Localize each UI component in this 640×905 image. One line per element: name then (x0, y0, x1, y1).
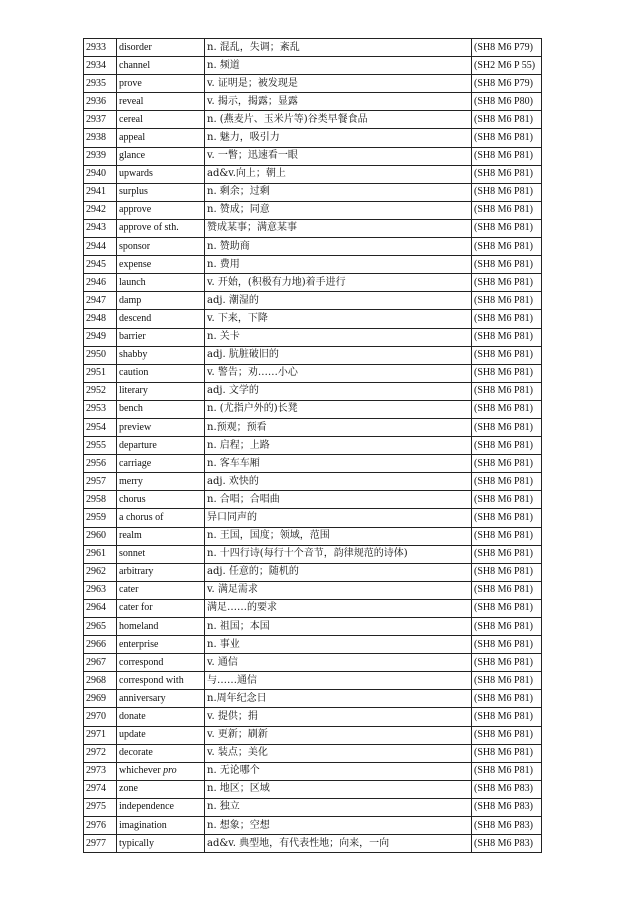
entry-number: 2967 (84, 654, 117, 672)
entry-word: shabby (119, 349, 148, 361)
entry-source: (SH8 M6 P81) (472, 111, 542, 129)
table-row (84, 798, 542, 816)
entry-number: 2972 (84, 744, 117, 762)
entry-source: (SH8 M6 P83) (472, 817, 542, 835)
entry-source: (SH8 M6 P81) (472, 274, 542, 292)
entry-definition: v. 满足需求 (205, 581, 472, 599)
entry-number: 2960 (84, 527, 117, 545)
entry-definition: 异口同声的 (205, 509, 472, 527)
entry-word-cell (117, 618, 205, 636)
entry-word: approve (119, 204, 152, 216)
entry-word: barrier (119, 331, 146, 343)
table-row (84, 183, 542, 201)
entry-word-cell (117, 473, 205, 491)
entry-word-cell (117, 527, 205, 545)
entry-word-cell (117, 364, 205, 382)
entry-word-cell (117, 509, 205, 527)
entry-source: (SH8 M6 P81) (472, 328, 542, 346)
entry-definition: v. 下来，下降 (205, 310, 472, 328)
entry-definition: ad&v. 典型地，有代表性地；向来，一向 (205, 835, 472, 853)
table-row (84, 328, 542, 346)
entry-number: 2963 (84, 581, 117, 599)
entry-word: approve of sth. (119, 222, 179, 234)
entry-definition: ad&v.向上；朝上 (205, 165, 472, 183)
entry-number: 2969 (84, 690, 117, 708)
entry-definition: adj. 肮脏破旧的 (205, 346, 472, 364)
entry-source: (SH8 M6 P81) (472, 292, 542, 310)
entry-word-cell (117, 111, 205, 129)
entry-number: 2957 (84, 473, 117, 491)
entry-word-cell (117, 744, 205, 762)
entry-source: (SH8 M6 P81) (472, 762, 542, 780)
entry-definition: n. 无论哪个 (205, 762, 472, 780)
entry-number: 2937 (84, 111, 117, 129)
entry-definition: 与……通信 (205, 672, 472, 690)
entry-number: 2952 (84, 382, 117, 400)
table-row (84, 292, 542, 310)
entry-source: (SH8 M6 P81) (472, 527, 542, 545)
entry-source: (SH8 M6 P81) (472, 183, 542, 201)
table-row (84, 57, 542, 75)
entry-definition: n.预观；预看 (205, 418, 472, 436)
table-row (84, 527, 542, 545)
entry-word: prove (119, 77, 142, 89)
entry-word-cell (117, 165, 205, 183)
entry-word-cell (117, 654, 205, 672)
table-row (84, 690, 542, 708)
entry-source: (SH2 M6 P 55) (472, 57, 542, 75)
entry-source: (SH8 M6 P81) (472, 147, 542, 165)
entry-definition: n. 混乱，失调；紊乱 (205, 39, 472, 57)
entry-number: 2944 (84, 238, 117, 256)
entry-word: correspond (119, 656, 164, 668)
entry-source: (SH8 M6 P81) (472, 364, 542, 382)
entry-definition: n. 祖国；本国 (205, 618, 472, 636)
entry-word-cell (117, 762, 205, 780)
entry-number: 2935 (84, 75, 117, 93)
entry-word: realm (119, 530, 142, 542)
table-row (84, 310, 542, 328)
entry-word: correspond with (119, 674, 184, 686)
entry-number: 2968 (84, 672, 117, 690)
table-row (84, 835, 542, 853)
entry-number: 2975 (84, 798, 117, 816)
entry-definition: n. 剩余；过剩 (205, 183, 472, 201)
table-row (84, 545, 542, 563)
entry-number: 2965 (84, 618, 117, 636)
entry-definition: adj. 任意的；随机的 (205, 563, 472, 581)
entry-source: (SH8 M6 P81) (472, 636, 542, 654)
entry-word-cell (117, 545, 205, 563)
table-row (84, 400, 542, 418)
vocabulary-table (83, 38, 542, 853)
entry-source: (SH8 M6 P81) (472, 563, 542, 581)
entry-definition: n. 地区；区域 (205, 780, 472, 798)
entry-word: literary (119, 385, 148, 397)
entry-definition: n. 关卡 (205, 328, 472, 346)
entry-word: appeal (119, 132, 146, 144)
table-row (84, 473, 542, 491)
entry-word-cell (117, 672, 205, 690)
entry-definition: v. 装点；美化 (205, 744, 472, 762)
entry-word: zone (119, 783, 138, 795)
entry-number: 2964 (84, 599, 117, 617)
entry-source: (SH8 M6 P81) (472, 165, 542, 183)
entry-number: 2977 (84, 835, 117, 853)
entry-definition: n. 事业 (205, 636, 472, 654)
entry-definition: v. 一瞥；迅速看一眼 (205, 147, 472, 165)
entry-number: 2941 (84, 183, 117, 201)
entry-number: 2954 (84, 418, 117, 436)
table-row (84, 726, 542, 744)
entry-word-cell (117, 835, 205, 853)
entry-word-cell (117, 599, 205, 617)
entry-word: surplus (119, 186, 148, 198)
entry-definition: n. 合唱；合唱曲 (205, 491, 472, 509)
entry-number: 2956 (84, 455, 117, 473)
entry-word: homeland (119, 620, 159, 632)
entry-word: anniversary (119, 692, 166, 704)
table-row (84, 364, 542, 382)
entry-number: 2938 (84, 129, 117, 147)
entry-number: 2939 (84, 147, 117, 165)
entry-definition: n. 魅力，吸引力 (205, 129, 472, 147)
entry-source: (SH8 M6 P81) (472, 129, 542, 147)
vocabulary-table-body (84, 39, 542, 853)
entry-source: (SH8 M6 P81) (472, 310, 542, 328)
table-row (84, 201, 542, 219)
entry-number: 2942 (84, 201, 117, 219)
entry-word-cell (117, 75, 205, 93)
entry-definition: v. 开始，(积极有力地)着手进行 (205, 274, 472, 292)
entry-source: (SH8 M6 P81) (472, 418, 542, 436)
entry-definition: n. 独立 (205, 798, 472, 816)
entry-source: (SH8 M6 P83) (472, 780, 542, 798)
entry-number: 2966 (84, 636, 117, 654)
entry-word: a chorus of (119, 511, 164, 523)
entry-source: (SH8 M6 P79) (472, 39, 542, 57)
entry-number: 2950 (84, 346, 117, 364)
entry-word: damp (119, 294, 142, 306)
entry-word: typically (119, 837, 154, 849)
entry-word-cell (117, 726, 205, 744)
entry-word: channel (119, 59, 151, 71)
table-row (84, 382, 542, 400)
entry-word: cater (119, 584, 139, 596)
entry-definition: n. 想象；空想 (205, 817, 472, 835)
table-row (84, 111, 542, 129)
entry-source: (SH8 M6 P81) (472, 708, 542, 726)
entry-number: 2943 (84, 219, 117, 237)
entry-word-cell (117, 382, 205, 400)
entry-source: (SH8 M6 P80) (472, 93, 542, 111)
entry-source: (SH8 M6 P81) (472, 690, 542, 708)
entry-number: 2961 (84, 545, 117, 563)
entry-source: (SH8 M6 P81) (472, 654, 542, 672)
entry-word-cell (117, 346, 205, 364)
entry-word-cell (117, 93, 205, 111)
entry-definition: v. 更新；刷新 (205, 726, 472, 744)
entry-source: (SH8 M6 P81) (472, 491, 542, 509)
entry-word-cell (117, 57, 205, 75)
table-row (84, 147, 542, 165)
entry-word: launch (119, 276, 146, 288)
entry-word: expense (119, 258, 152, 270)
table-row (84, 563, 542, 581)
entry-word: descend (119, 312, 152, 324)
table-row (84, 39, 542, 57)
entry-word-cell (117, 147, 205, 165)
entry-source: (SH8 M6 P81) (472, 346, 542, 364)
table-row (84, 744, 542, 762)
entry-word: cereal (119, 113, 143, 125)
entry-number: 2962 (84, 563, 117, 581)
entry-source: (SH8 M6 P79) (472, 75, 542, 93)
table-row (84, 75, 542, 93)
entry-number: 2955 (84, 437, 117, 455)
entry-source: (SH8 M6 P81) (472, 455, 542, 473)
entry-definition: n. 王国，国度；领域，范围 (205, 527, 472, 545)
entry-word-cell (117, 581, 205, 599)
entry-word-cell (117, 400, 205, 418)
entry-definition: n. 客车车厢 (205, 455, 472, 473)
entry-word: enterprise (119, 638, 159, 650)
entry-number: 2934 (84, 57, 117, 75)
entry-number: 2958 (84, 491, 117, 509)
entry-number: 2976 (84, 817, 117, 835)
entry-word: whichever (119, 765, 161, 777)
entry-source: (SH8 M6 P81) (472, 256, 542, 274)
entry-source: (SH8 M6 P81) (472, 744, 542, 762)
entry-number: 2971 (84, 726, 117, 744)
table-row (84, 256, 542, 274)
entry-word: arbitrary (119, 566, 154, 578)
entry-word-cell (117, 437, 205, 455)
entry-definition: n. (尤指户外的)长凳 (205, 400, 472, 418)
entry-word: chorus (119, 493, 146, 505)
table-row (84, 437, 542, 455)
entry-number: 2945 (84, 256, 117, 274)
entry-definition: adj. 欢快的 (205, 473, 472, 491)
entry-source: (SH8 M6 P81) (472, 581, 542, 599)
table-row (84, 93, 542, 111)
entry-word: donate (119, 711, 146, 723)
entry-source: (SH8 M6 P81) (472, 672, 542, 690)
entry-word-cell (117, 563, 205, 581)
entry-word: glance (119, 150, 146, 162)
entry-word: sonnet (119, 548, 146, 560)
table-row (84, 165, 542, 183)
entry-number: 2948 (84, 310, 117, 328)
entry-definition: n. 费用 (205, 256, 472, 274)
entry-definition: 满足……的要求 (205, 599, 472, 617)
table-row (84, 762, 542, 780)
entry-word-cell (117, 238, 205, 256)
entry-word: disorder (119, 41, 152, 53)
entry-word-cell (117, 780, 205, 798)
entry-definition: adj. 文学的 (205, 382, 472, 400)
entry-definition: v. 警告；劝……小心 (205, 364, 472, 382)
entry-word: reveal (119, 95, 144, 107)
entry-definition: n. 启程；上路 (205, 437, 472, 455)
entry-word: departure (119, 439, 157, 451)
table-row (84, 672, 542, 690)
entry-source: (SH8 M6 P81) (472, 618, 542, 636)
entry-definition: n. 赞成；同意 (205, 201, 472, 219)
entry-number: 2970 (84, 708, 117, 726)
entry-word: imagination (119, 819, 167, 831)
table-row (84, 219, 542, 237)
entry-word-cell (117, 708, 205, 726)
entry-word: bench (119, 403, 143, 415)
entry-source: (SH8 M6 P81) (472, 219, 542, 237)
table-row (84, 238, 542, 256)
table-row (84, 817, 542, 835)
table-row (84, 636, 542, 654)
entry-definition: 赞成某事；满意某事 (205, 219, 472, 237)
entry-source: (SH8 M6 P81) (472, 473, 542, 491)
entry-word-cell (117, 418, 205, 436)
entry-definition: adj. 潮湿的 (205, 292, 472, 310)
table-row (84, 418, 542, 436)
entry-word-cell (117, 292, 205, 310)
entry-word: update (119, 729, 146, 741)
table-row (84, 780, 542, 798)
entry-word-cell (117, 455, 205, 473)
entry-number: 2974 (84, 780, 117, 798)
entry-word-cell (117, 328, 205, 346)
table-row (84, 654, 542, 672)
table-row (84, 274, 542, 292)
entry-word: upwards (119, 168, 153, 180)
table-row (84, 581, 542, 599)
table-row (84, 491, 542, 509)
entry-word-pos: pro (163, 765, 177, 777)
entry-source: (SH8 M6 P81) (472, 437, 542, 455)
entry-source: (SH8 M6 P81) (472, 201, 542, 219)
entry-source: (SH8 M6 P81) (472, 382, 542, 400)
entry-source: (SH8 M6 P81) (472, 545, 542, 563)
entry-word-cell (117, 39, 205, 57)
entry-word-cell (117, 491, 205, 509)
entry-number: 2940 (84, 165, 117, 183)
entry-definition: n. 频道 (205, 57, 472, 75)
entry-word-cell (117, 690, 205, 708)
table-row (84, 455, 542, 473)
entry-definition: v. 证明是；被发现是 (205, 75, 472, 93)
entry-word: sponsor (119, 240, 151, 252)
table-row (84, 618, 542, 636)
entry-word: merry (119, 475, 143, 487)
entry-word-cell (117, 219, 205, 237)
entry-definition: n. (燕麦片、玉米片等)谷类早餐食品 (205, 111, 472, 129)
entry-word: cater for (119, 602, 153, 614)
entry-number: 2959 (84, 509, 117, 527)
entry-number: 2936 (84, 93, 117, 111)
entry-number: 2951 (84, 364, 117, 382)
entry-word-cell (117, 310, 205, 328)
entry-definition: n.周年纪念日 (205, 690, 472, 708)
entry-word-cell (117, 274, 205, 292)
entry-number: 2933 (84, 39, 117, 57)
entry-word-cell (117, 817, 205, 835)
entry-definition: v. 揭示，揭露；显露 (205, 93, 472, 111)
entry-word-cell (117, 636, 205, 654)
entry-source: (SH8 M6 P81) (472, 599, 542, 617)
entry-word-cell (117, 183, 205, 201)
entry-source: (SH8 M6 P83) (472, 835, 542, 853)
entry-word: caution (119, 367, 149, 379)
entry-definition: n. 十四行诗(每行十个音节，韵律规范的诗体) (205, 545, 472, 563)
entry-definition: n. 赞助商 (205, 238, 472, 256)
table-row (84, 599, 542, 617)
entry-source: (SH8 M6 P81) (472, 400, 542, 418)
entry-definition: v. 通信 (205, 654, 472, 672)
entry-word: decorate (119, 747, 153, 759)
entry-word: preview (119, 421, 152, 433)
entry-number: 2946 (84, 274, 117, 292)
table-row (84, 708, 542, 726)
entry-word: independence (119, 801, 174, 813)
entry-word-cell (117, 129, 205, 147)
table-row (84, 509, 542, 527)
entry-number: 2973 (84, 762, 117, 780)
entry-word: carriage (119, 457, 152, 469)
entry-word-cell (117, 798, 205, 816)
entry-source: (SH8 M6 P83) (472, 798, 542, 816)
table-row (84, 129, 542, 147)
entry-number: 2949 (84, 328, 117, 346)
entry-source: (SH8 M6 P81) (472, 726, 542, 744)
entry-word-cell (117, 201, 205, 219)
entry-number: 2947 (84, 292, 117, 310)
entry-definition: v. 提供；捐 (205, 708, 472, 726)
entry-source: (SH8 M6 P81) (472, 238, 542, 256)
entry-number: 2953 (84, 400, 117, 418)
entry-word-cell (117, 256, 205, 274)
entry-source: (SH8 M6 P81) (472, 509, 542, 527)
table-row (84, 346, 542, 364)
